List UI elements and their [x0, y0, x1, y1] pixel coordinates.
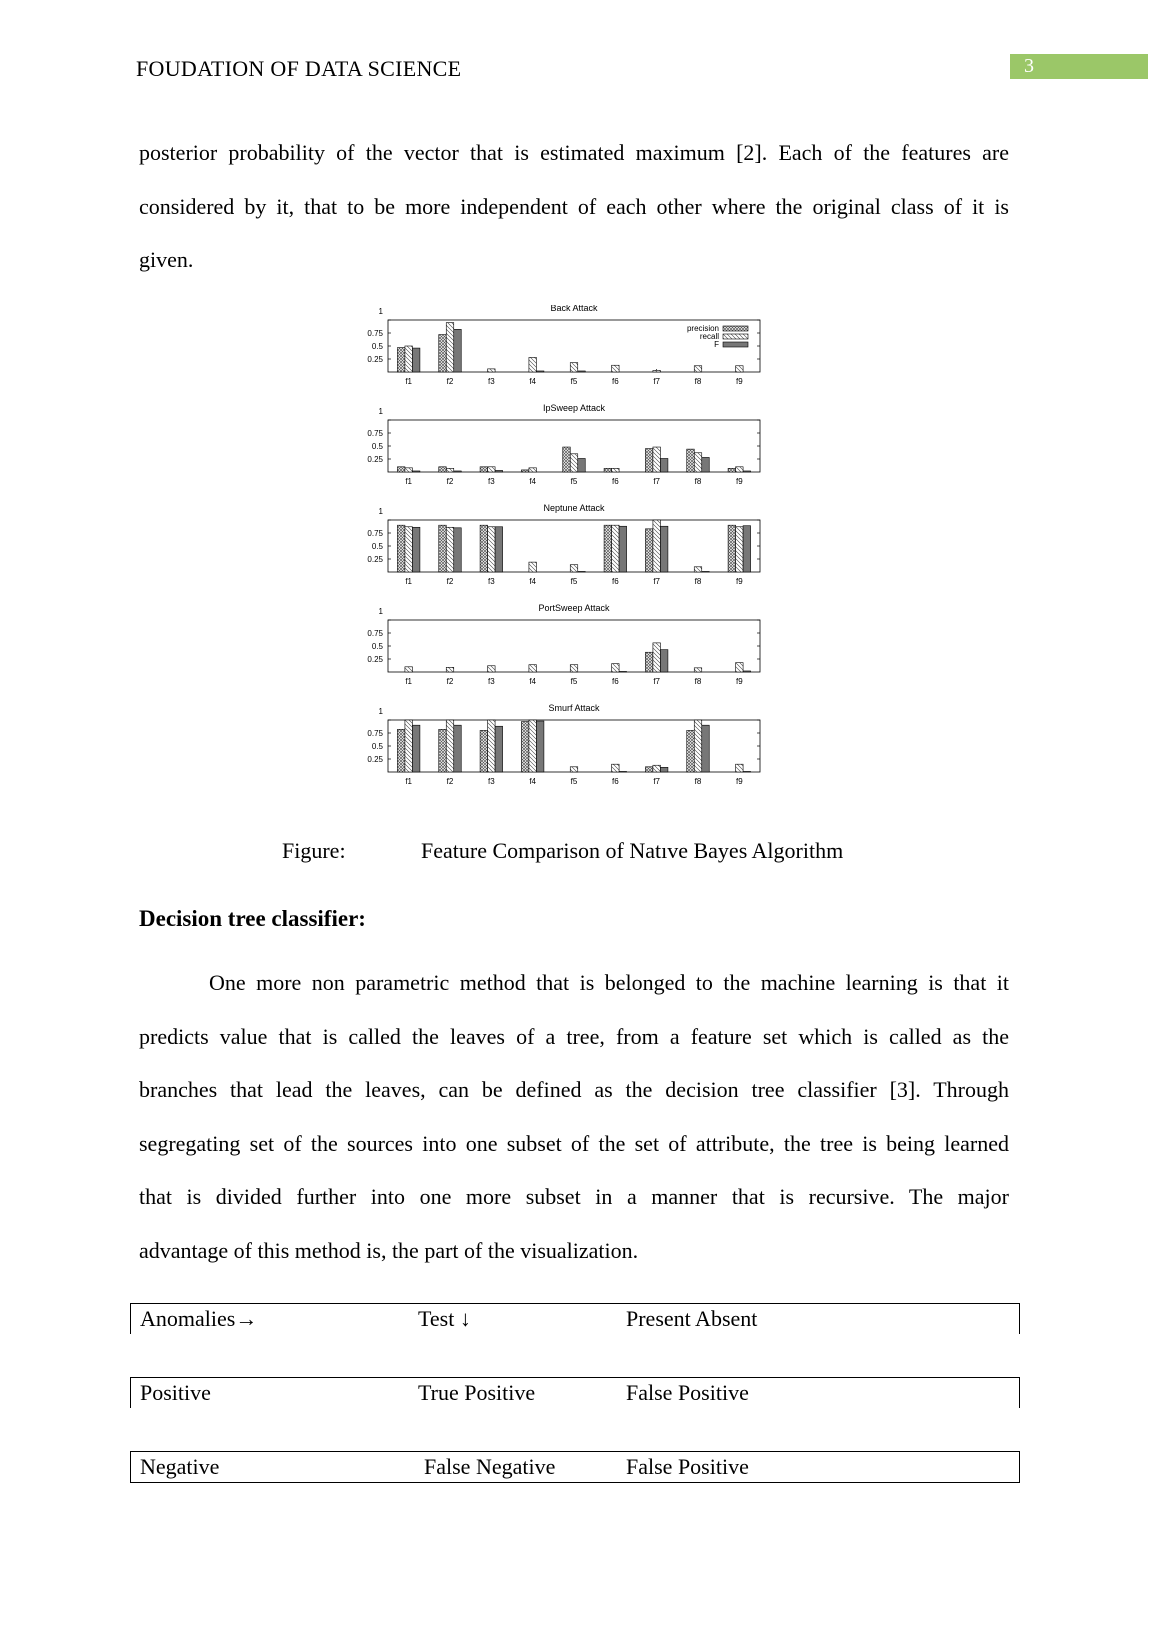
- x-tick-label: f9: [735, 577, 743, 586]
- x-tick-label: f3: [487, 477, 495, 486]
- bar-recall: [736, 366, 744, 372]
- table-cell: Test ↓: [418, 1306, 471, 1331]
- paragraph-line: branches that lead the leaves, can be defined as the decision tree classifier [3]. Through: [139, 1077, 1009, 1102]
- figure-label: Figure:: [282, 838, 346, 863]
- bar-precision: [728, 468, 736, 472]
- chart-title: IpSweep Attack: [542, 403, 606, 413]
- bar-precision: [645, 767, 653, 772]
- y-tick-label: 0.25: [367, 655, 383, 664]
- bar-precision: [521, 722, 529, 772]
- x-tick-label: f4: [529, 777, 537, 786]
- bar-recall: [612, 365, 620, 372]
- x-tick-label: f7: [653, 377, 661, 386]
- chart-title: Back Attack: [550, 305, 598, 313]
- bar-f: [743, 526, 751, 572]
- paragraph-line: predicts value that is called the leaves of a tree, from a feature set which is called as the: [139, 1023, 1009, 1049]
- bar-precision: [687, 449, 695, 472]
- y-tick-label: 0.5: [371, 442, 383, 451]
- bar-f: [743, 771, 751, 772]
- table-cell: False Positive: [626, 1454, 749, 1479]
- x-tick-label: f3: [487, 377, 495, 386]
- bar-recall: [405, 667, 413, 672]
- y-tick-label: 1: [378, 707, 383, 716]
- x-tick-label: f8: [694, 577, 702, 586]
- bar-recall: [405, 527, 413, 572]
- bar-recall: [653, 370, 661, 372]
- x-tick-label: f4: [529, 577, 537, 586]
- x-tick-label: f3: [487, 677, 495, 686]
- bar-f: [702, 725, 710, 772]
- bar-f: [660, 650, 668, 672]
- bar-recall: [612, 664, 620, 672]
- bar-f: [702, 457, 710, 472]
- bar-precision: [439, 525, 447, 572]
- bar-precision: [397, 525, 405, 572]
- y-tick-label: 0.75: [367, 529, 383, 538]
- x-tick-label: f7: [653, 577, 661, 586]
- bar-recall: [736, 764, 744, 772]
- y-tick-label: 0.5: [371, 642, 383, 651]
- bar-recall: [653, 520, 661, 572]
- bar-recall: [488, 527, 496, 572]
- bar-recall: [736, 527, 744, 572]
- plot-frame: [388, 620, 760, 672]
- bar-f: [578, 571, 586, 572]
- bar-precision: [439, 335, 447, 372]
- bar-f: [743, 471, 751, 472]
- x-tick-label: f8: [694, 477, 702, 486]
- x-tick-label: f2: [446, 777, 454, 786]
- x-tick-label: f3: [487, 577, 495, 586]
- bar-precision: [645, 449, 653, 472]
- bar-f: [536, 721, 544, 772]
- bar-recall: [529, 720, 537, 772]
- bar-recall: [488, 720, 496, 772]
- chart-panel-1: [367, 403, 760, 486]
- bar-f: [578, 458, 586, 472]
- section-heading: Decision tree classifier:: [139, 906, 366, 931]
- chart-panel-3: [367, 603, 760, 686]
- chart-panel-4: [367, 703, 760, 786]
- bar-recall: [694, 366, 702, 372]
- x-tick-label: f9: [735, 477, 743, 486]
- table-cell: Negative: [140, 1454, 220, 1479]
- table-cell: Positive: [140, 1380, 211, 1405]
- bar-precision: [604, 525, 612, 572]
- legend-label: F: [714, 340, 719, 349]
- bar-precision: [645, 529, 653, 572]
- bar-f: [619, 671, 627, 672]
- bar-recall: [736, 467, 744, 472]
- bar-precision: [397, 729, 405, 772]
- chart-title: Neptune Attack: [543, 503, 605, 513]
- x-tick-label: f2: [446, 477, 454, 486]
- x-tick-label: f7: [653, 777, 661, 786]
- bar-recall: [488, 467, 496, 472]
- bar-recall: [446, 527, 454, 572]
- bar-precision: [604, 468, 612, 472]
- x-tick-label: f1: [405, 577, 413, 586]
- x-tick-label: f6: [611, 477, 619, 486]
- legend-swatch-recall: [723, 334, 748, 339]
- bar-f: [495, 726, 503, 772]
- x-tick-label: f9: [735, 777, 743, 786]
- table-row-negative: [130, 1451, 1020, 1483]
- x-tick-label: f1: [405, 677, 413, 686]
- table-cell: True Positive: [418, 1380, 536, 1405]
- bar-recall: [529, 562, 537, 572]
- bar-recall: [529, 468, 537, 472]
- y-tick-label: 0.75: [367, 329, 383, 338]
- chart-title: PortSweep Attack: [538, 603, 610, 613]
- bar-f: [536, 371, 544, 372]
- paragraph-line: segregating set of the sources into one subset of the set of attribute, the tree is being learned: [139, 1130, 1009, 1156]
- x-tick-label: f3: [487, 777, 495, 786]
- x-tick-label: f5: [570, 777, 578, 786]
- bar-precision: [728, 525, 736, 572]
- y-tick-label: 0.5: [371, 542, 383, 551]
- bar-precision: [521, 470, 529, 472]
- table-cell: Present Absent: [626, 1306, 758, 1331]
- bar-recall: [612, 764, 620, 772]
- x-tick-label: f6: [611, 777, 619, 786]
- paragraph-decision-tree: [139, 956, 1009, 1277]
- y-tick-label: 0.5: [371, 342, 383, 351]
- y-tick-label: 1: [378, 507, 383, 516]
- bar-recall: [488, 369, 496, 372]
- bar-f: [495, 527, 503, 572]
- x-tick-label: f1: [405, 377, 413, 386]
- legend-swatch-f: [723, 342, 748, 347]
- bar-recall: [488, 666, 496, 672]
- bar-recall: [570, 454, 578, 472]
- bar-recall: [694, 668, 702, 672]
- table-cell: False Positive: [626, 1380, 749, 1405]
- y-tick-label: 0.75: [367, 629, 383, 638]
- x-tick-label: f6: [611, 377, 619, 386]
- bar-precision: [439, 467, 447, 472]
- bar-recall: [405, 346, 413, 372]
- bar-f: [619, 771, 627, 772]
- x-tick-label: f6: [611, 677, 619, 686]
- legend-swatch-precision: [723, 326, 748, 331]
- x-tick-label: f6: [611, 577, 619, 586]
- bar-recall: [570, 767, 578, 772]
- paragraph-line: considered by it, that to be more independent of each other where the original class of it is: [139, 193, 1009, 219]
- bar-precision: [480, 467, 488, 472]
- bar-recall: [446, 323, 454, 372]
- bar-f: [743, 671, 751, 672]
- bar-recall: [570, 665, 578, 672]
- y-tick-label: 0.25: [367, 455, 383, 464]
- bar-recall: [694, 567, 702, 572]
- paragraph-line: that is divided further into one more subset in a manner that is recursive. The major: [139, 1184, 1009, 1209]
- x-tick-label: f4: [529, 477, 537, 486]
- bar-f: [495, 470, 503, 472]
- table-row-positive: [130, 1377, 1020, 1408]
- x-tick-label: f4: [529, 677, 537, 686]
- bar-recall: [570, 363, 578, 372]
- table-cell: False Negative: [424, 1454, 556, 1479]
- x-tick-label: f9: [735, 677, 743, 686]
- bar-f: [454, 528, 462, 572]
- y-tick-label: 0.75: [367, 429, 383, 438]
- y-tick-label: 0.75: [367, 729, 383, 738]
- x-tick-label: f4: [529, 377, 537, 386]
- figure-caption: Feature Comparison of Natıve Bayes Algorithm: [421, 838, 844, 863]
- bar-f: [454, 471, 462, 472]
- y-tick-label: 1: [378, 407, 383, 416]
- bar-recall: [736, 663, 744, 672]
- bar-precision: [563, 447, 571, 472]
- y-tick-label: 1: [378, 607, 383, 616]
- y-tick-label: 1: [378, 307, 383, 316]
- table-row-header: [130, 1303, 1020, 1334]
- table-cell: Anomalies→: [140, 1306, 258, 1331]
- y-tick-label: 0.25: [367, 355, 383, 364]
- chart-panel-0: [367, 305, 760, 386]
- bar-precision: [439, 729, 447, 772]
- x-tick-label: f8: [694, 777, 702, 786]
- bar-precision: [645, 652, 653, 672]
- x-tick-label: f2: [446, 577, 454, 586]
- bar-recall: [405, 468, 413, 472]
- bar-f: [412, 471, 420, 472]
- paragraph-line: posterior probability of the vector that is estimated maximum [2]. Each of the features are: [139, 140, 1009, 165]
- bar-recall: [405, 720, 413, 772]
- bar-recall: [653, 643, 661, 672]
- x-tick-label: f8: [694, 677, 702, 686]
- paragraph-line: One more non parametric method that is belonged to the machine learning is that it: [209, 970, 1009, 995]
- bar-recall: [612, 468, 620, 472]
- bar-recall: [694, 453, 702, 472]
- bar-recall: [612, 525, 620, 572]
- legend-label: recall: [699, 332, 719, 341]
- bar-recall: [446, 667, 454, 672]
- x-tick-label: f5: [570, 677, 578, 686]
- bar-f: [578, 371, 586, 372]
- bar-f: [660, 767, 668, 772]
- legend-label: precision: [686, 324, 719, 333]
- y-tick-label: 0.5: [371, 742, 383, 751]
- feature-comparison-figure: [350, 305, 800, 805]
- bar-f: [454, 329, 462, 372]
- bar-recall: [446, 468, 454, 472]
- x-tick-label: f5: [570, 377, 578, 386]
- x-tick-label: f5: [570, 477, 578, 486]
- bar-recall: [653, 447, 661, 472]
- page-number: 3: [1010, 54, 1148, 79]
- bar-recall: [529, 357, 537, 372]
- bar-f: [619, 526, 627, 572]
- bar-precision: [687, 730, 695, 772]
- x-tick-label: f5: [570, 577, 578, 586]
- bar-recall: [446, 720, 454, 772]
- bar-recall: [653, 765, 661, 772]
- paragraph-line: given.: [139, 247, 194, 272]
- y-tick-label: 0.25: [367, 555, 383, 564]
- bar-precision: [480, 730, 488, 772]
- x-tick-label: f2: [446, 377, 454, 386]
- x-tick-label: f2: [446, 677, 454, 686]
- x-tick-label: f9: [735, 377, 743, 386]
- paragraph-line: advantage of this method is, the part of the visualization.: [139, 1237, 639, 1263]
- bar-f: [660, 458, 668, 472]
- bar-recall: [529, 665, 537, 672]
- x-tick-label: f1: [405, 777, 413, 786]
- x-tick-label: f1: [405, 477, 413, 486]
- bar-recall: [570, 565, 578, 572]
- x-tick-label: f7: [653, 677, 661, 686]
- bar-f: [412, 527, 420, 572]
- bar-f: [412, 725, 420, 772]
- running-header: FOUDATION OF DATA SCIENCE: [136, 56, 462, 81]
- chart-panel-2: [367, 503, 760, 586]
- bar-precision: [397, 467, 405, 472]
- bar-precision: [480, 525, 488, 572]
- paragraph-naive-bayes: [139, 126, 1009, 287]
- x-tick-label: f7: [653, 477, 661, 486]
- bar-f: [454, 725, 462, 772]
- bar-f: [702, 571, 710, 572]
- bar-precision: [397, 348, 405, 372]
- bar-f: [412, 348, 420, 372]
- bar-f: [660, 526, 668, 572]
- chart-title: Smurf Attack: [548, 703, 600, 713]
- y-tick-label: 0.25: [367, 755, 383, 764]
- x-tick-label: f8: [694, 377, 702, 386]
- bar-recall: [694, 720, 702, 772]
